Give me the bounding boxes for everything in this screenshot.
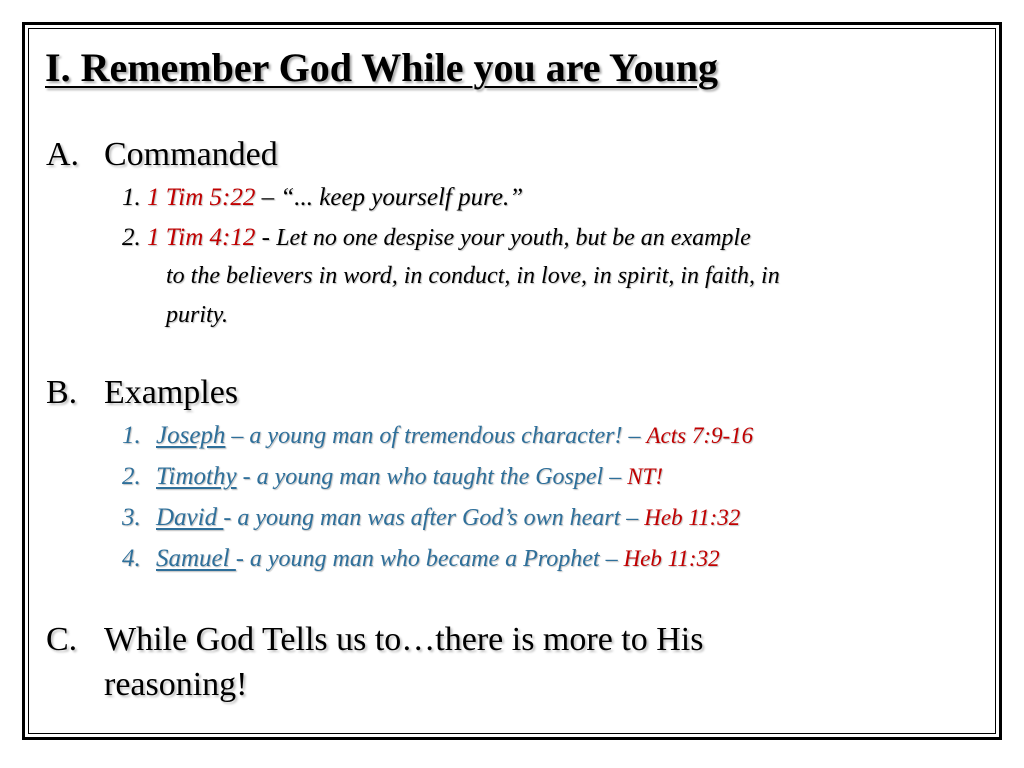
name-link-david[interactable]: David [156,504,224,531]
section-c-heading [46,621,703,659]
section-b-item-2 [122,463,663,491]
item-number: 2. [122,224,141,251]
separator: – [255,184,281,211]
item-number: 1. [122,422,141,449]
section-a-item-1 [122,184,523,212]
name-link-joseph[interactable]: Joseph [156,422,226,449]
section-c-letter: C. [46,621,78,658]
item-number: 1. [122,184,141,211]
section-a-title: Commanded [104,136,278,173]
item-text: - a young man who became a Prophet – [235,546,624,572]
item-text: - a young man was after God’s own heart – [223,505,645,531]
item-text: – a young man of tremendous character! – [225,423,647,449]
section-a-item-2-line-3: purity. [166,302,229,328]
separator: - [255,224,277,251]
section-b-title: Examples [104,374,239,411]
slide-title: I. Remember God While you are Young [45,45,718,90]
section-b-item-4 [122,545,720,573]
section-a-heading [46,136,278,174]
section-b-letter: B. [46,374,78,411]
scripture-ref: Acts 7:9-16 [646,423,754,448]
section-a-item-2 [122,224,751,252]
name-link-timothy[interactable]: Timothy [156,463,237,490]
scripture-ref: NT! [627,464,664,489]
section-b-heading [46,374,238,412]
item-number: 4. [122,545,141,572]
item-number: 3. [122,504,141,531]
name-link-samuel[interactable]: Samuel [156,545,236,572]
item-text: - a young man who taught the Gospel – [236,464,628,490]
section-a-item-2-line-2: to the believers in word, in conduct, in love, in spirit, in faith, in [166,263,780,289]
scripture-ref: 1 Tim 5:22 [147,184,256,211]
item-text: Let no one despise your youth, but be an example [276,225,751,251]
section-c-line-2: reasoning! [104,666,248,703]
scripture-ref: Heb 11:32 [644,505,741,530]
item-text: “... keep yourself pure.” [280,184,524,211]
section-a-letter: A. [46,136,80,173]
section-b-item-3 [122,504,740,532]
scripture-ref: 1 Tim 4:12 [147,224,256,251]
section-c-line-1: While God Tells us to…there is more to His [104,621,704,658]
section-b-item-1 [122,422,753,450]
item-number: 2. [122,463,141,490]
scripture-ref: Heb 11:32 [623,546,720,571]
